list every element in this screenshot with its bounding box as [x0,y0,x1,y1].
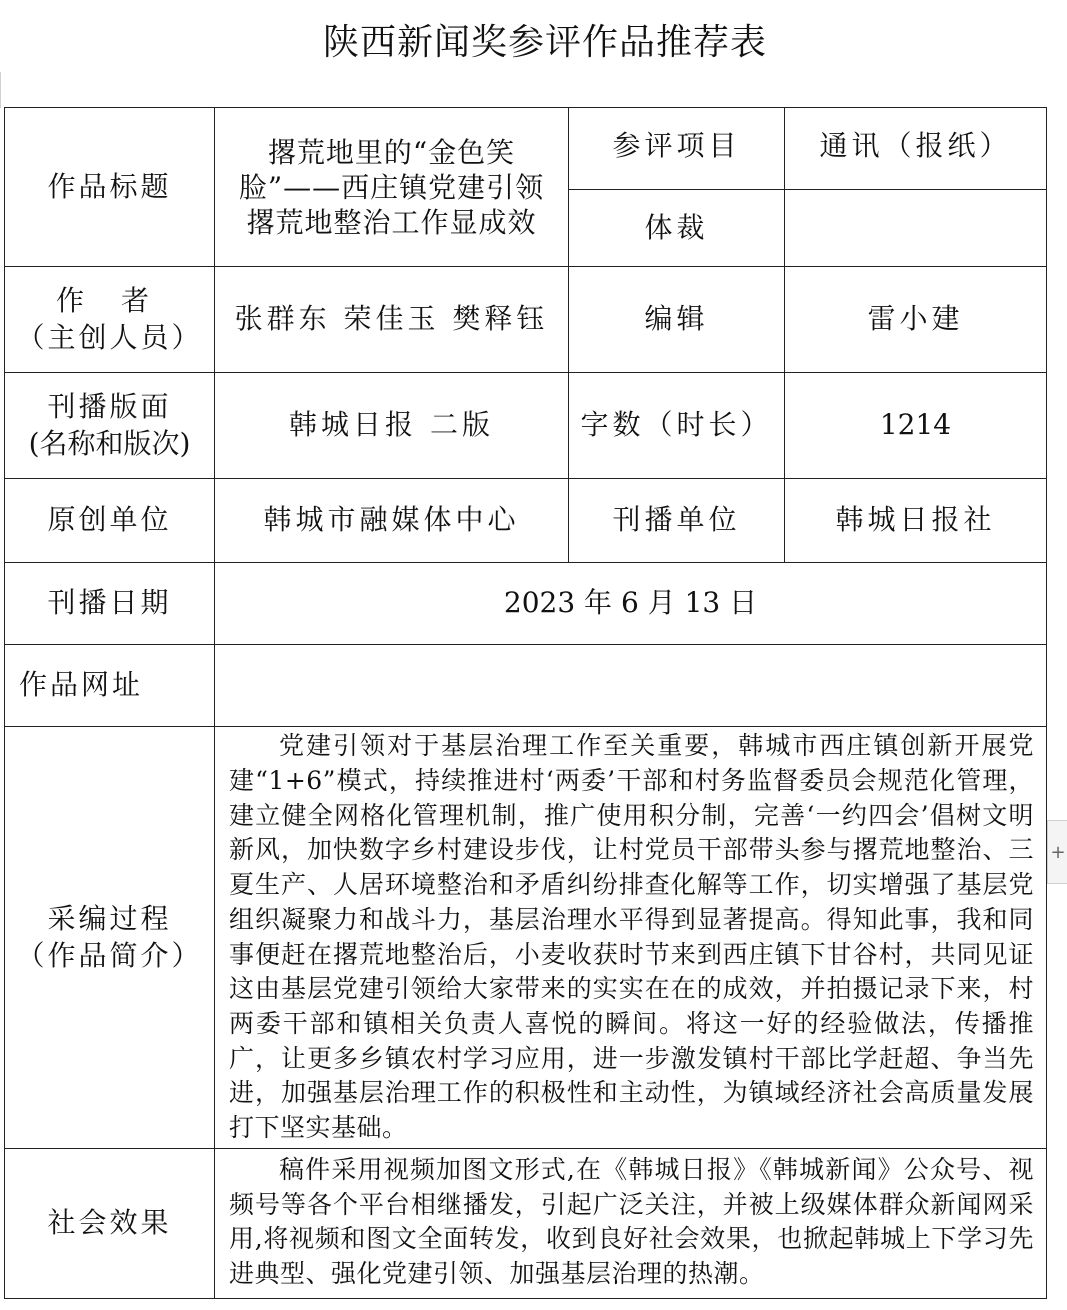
url-value [215,645,1047,727]
row-date [5,563,1047,645]
author-label [5,267,215,373]
author-label-line2: （主创人员） [16,320,203,354]
effect-text: 稿件采用视频加图文形式,在《韩城日报》《韩城新闻》公众号、视频号等各个平台相继播发，引起广泛关注，并被上级媒体群众新闻网采用,将视频和图文全面转发，收到良好社会效果，也掀起韩城上下学习先进典型、强化党建引领、加强基层治理的热潮。 [229,1155,1034,1288]
date-value: 2023 年 6 月 13 日 [215,563,1047,645]
publication-label [5,373,215,479]
publisher-value: 韩城日报社 [785,479,1047,563]
category-value: 通讯（报纸） [785,108,1047,190]
row-work-title [5,108,1047,190]
process-text: 党建引领对于基层治理工作至关重要，韩城市西庄镇创新开展党建“1+6”模式，持续推进村‘两委’干部和村务监督委员会规范化管理，建立健全网格化管理机制，推广使用积分制，完善‘一约四会’倡树文明新风，加快数字乡村建设步伐，让村党员干部带头参与撂荒地整治、三夏生产、人居环境整治和矛盾纠纷排查化解等工作，切实增强了基层党组织凝聚力和战斗力，基层治理水平得到显著提高。得知此事，我和同事便赶在撂荒地整治后，小麦收获时节来到西庄镇下甘谷村，共同见证这由基层党建引领给大家带来的实实在在的成效，并拍摄记录下来，村两委干部和镇相关负责人喜悦的瞬间。将这一好的经验做法，传播推广，让更多乡镇农村学习应用，进一步激发镇村干部比学赶超、争当先进，加强基层治理工作的积极性和主动性，为镇域经济社会高质量发展打下坚实基础。 [229,731,1034,1143]
editor-value: 雷小建 [785,267,1047,373]
genre-value [785,190,1047,267]
recommendation-form-table [4,107,1047,1299]
row-origin [5,479,1047,563]
editor-label: 编辑 [569,267,785,373]
row-effect [5,1149,1047,1299]
work-title-label: 作品标题 [5,108,215,267]
row-author [5,267,1047,373]
publication-value: 韩城日报 二版 [215,373,569,479]
process-text-cell [215,727,1047,1149]
process-label-line2: （作品简介） [16,938,203,972]
author-value: 张群东 荣佳玉 樊释钰 [215,267,569,373]
date-label: 刊播日期 [5,563,215,645]
word-count-value: 1214 [785,373,1047,479]
publication-label-line2: (名称和版次) [28,426,191,460]
author-label-line1: 作 者 [56,284,163,318]
process-label [5,727,215,1149]
plus-icon: + [1050,841,1066,863]
row-publication [5,373,1047,479]
origin-label: 原创单位 [5,479,215,563]
origin-value: 韩城市融媒体中心 [215,479,569,563]
publication-label-line1: 刊播版面 [47,390,172,424]
effect-text-cell [215,1149,1047,1299]
page-edge-marker [0,72,7,108]
row-url [5,645,1047,727]
process-label-line1: 采编过程 [47,902,172,936]
effect-label: 社会效果 [5,1149,215,1299]
word-count-label: 字数（时长） [569,373,785,479]
work-title-value: 撂荒地里的“金色笑脸”——西庄镇党建引领撂荒地整治工作显成效 [215,108,569,267]
page-title: 陕西新闻奖参评作品推荐表 [322,22,767,63]
publisher-label: 刊播单位 [569,479,785,563]
url-label: 作品网址 [5,645,215,727]
category-label: 参评项目 [569,108,785,190]
row-process [5,727,1047,1149]
genre-label: 体裁 [569,190,785,267]
side-expand-tab[interactable] [1047,820,1067,884]
